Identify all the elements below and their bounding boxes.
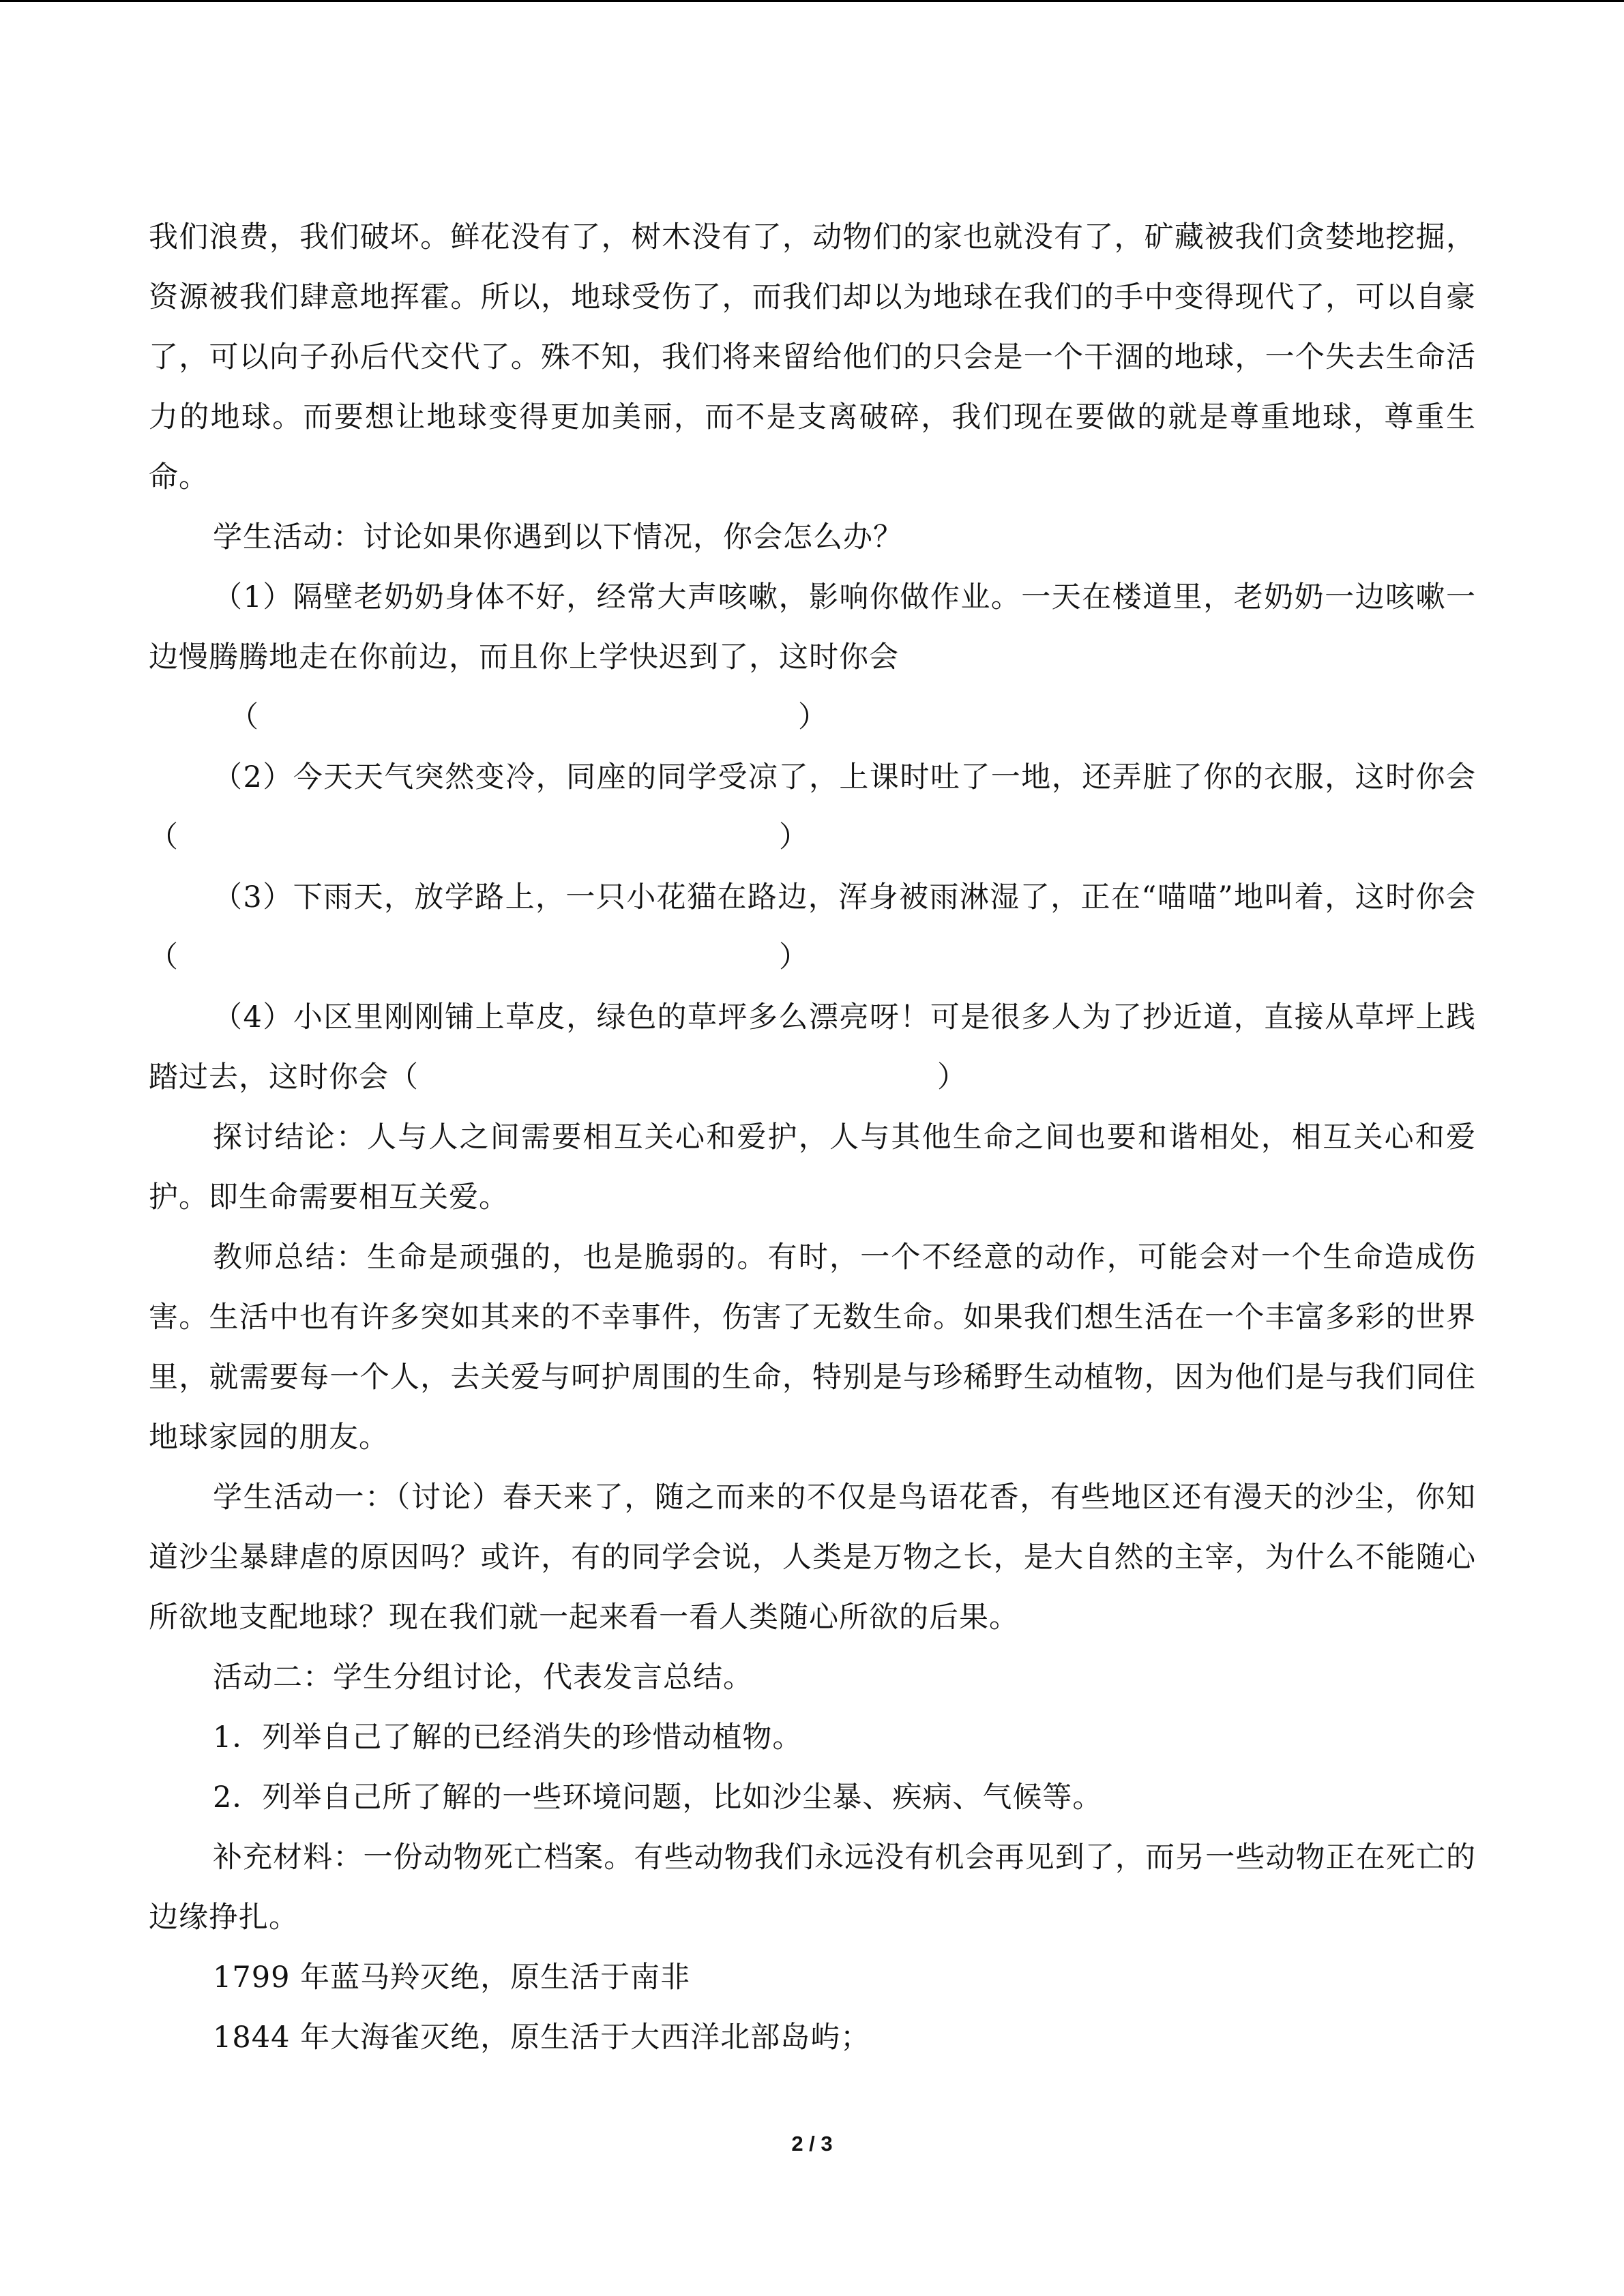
scenario-2-text: （2）今天天气突然变冷，同座的同学受凉了，上课时吐了一地，还弄脏了你的衣服，这时你会 （ [149,760,1476,854]
record-great-auk: 1844 年大海雀灭绝，原生活于大西洋北部岛屿； [213,2021,871,2055]
answer-blank-4-close: ） [937,1060,967,1094]
paragraph-activity-one: 学生活动一：（讨论）春天来了，随之而来的不仅是鸟语花香，有些地区还有漫天的沙尘，你知道沙尘暴肆虐的原因吗？或许，有的同学会说，人类是万物之长，是大自然的主宰，为什么不能随心所欲地支配地球？现在我们就一起来看一看人类随心所欲的后果。 [149,1480,1476,1635]
answer-blank-3-close: ） [779,940,809,974]
paragraph-teacher-summary: 教师总结：生命是顽强的，也是脆弱的。有时，一个不经意的动作，可能会对一个生命造成伤害。生活中也有许多突如其来的不幸事件，伤害了无数生命。如果我们想生活在一个丰富多彩的世界里，就需要每一个人，去关爱与呵护周围的生命，特别是与珍稀野生动植物，因为他们是与我们同住地球家园的朋友。 [149,1240,1476,1455]
record-bluebuck: 1799 年蓝马羚灭绝，原生活于南非 [213,1960,691,1995]
answer-blank-1 [149,687,1476,747]
scenario-3-text: （3）下雨天，放学路上，一只小花猫在路边，浑身被雨淋湿了，正在“喵喵”地叫着，这时你会（ [149,880,1476,974]
paragraph-scenario-3 [149,867,1476,987]
document-body [149,207,1476,2068]
paragraph-conclusion: 探讨结论：人与人之间需要相互关心和爱护，人与其他生命之间也要和谐相处，相互关心和爱护。即生命需要相互关爱。 [149,1120,1476,1214]
top-border-line [0,0,1624,2]
paragraph-scenario-4 [149,987,1476,1107]
paragraph-activity-two: 活动二：学生分组讨论，代表发言总结。 [213,1660,753,1695]
answer-blank-1-close: ） [798,700,828,734]
answer-blank-1-open: （ [229,700,259,734]
paragraph-supplement: 补充材料：一份动物死亡档案。有些动物我们永远没有机会再见到了，而另一些动物正在死亡的边缘挣扎。 [149,1840,1476,1935]
page-number: 2 / 3 [791,2132,833,2156]
paragraph-scenario-1: （1）隔壁老奶奶身体不好，经常大声咳嗽，影响你做作业。一天在楼道里，老奶奶一边咳嗽一边慢腾腾地走在你前边，而且你上学快迟到了，这时你会 [149,580,1476,674]
answer-blank-2-close: ） [779,820,809,854]
scenario-4-text: （4）小区里刚刚铺上草皮，绿色的草坪多么漂亮呀！可是很多人为了抄近道，直接从草坪上践踏过去，这时你会（ [149,1000,1476,1094]
paragraph-student-activity: 学生活动：讨论如果你遇到以下情况，你会怎么办？ [213,520,903,554]
paragraph-intro: 我们浪费，我们破坏。鲜花没有了，树木没有了，动物们的家也就没有了，矿藏被我们贪婪地挖掘，资源被我们肆意地挥霍。所以，地球受伤了，而我们却以为地球在我们的手中变得现代了，可以自豪了，可以向子孙后代交代了。殊不知，我们将来留给他们的只会是一个干涸的地球，一个失去生命活力的地球。而要想让地球变得更加美丽，而不是支离破碎，我们现在要做的就是尊重地球，尊重生命。 [149,220,1476,494]
list-item-2: 2．列举自己所了解的一些环境问题，比如沙尘暴、疾病、气候等。 [213,1780,1103,1815]
paragraph-scenario-2 [149,747,1476,867]
list-item-1: 1．列举自己了解的已经消失的珍惜动植物。 [213,1720,803,1755]
